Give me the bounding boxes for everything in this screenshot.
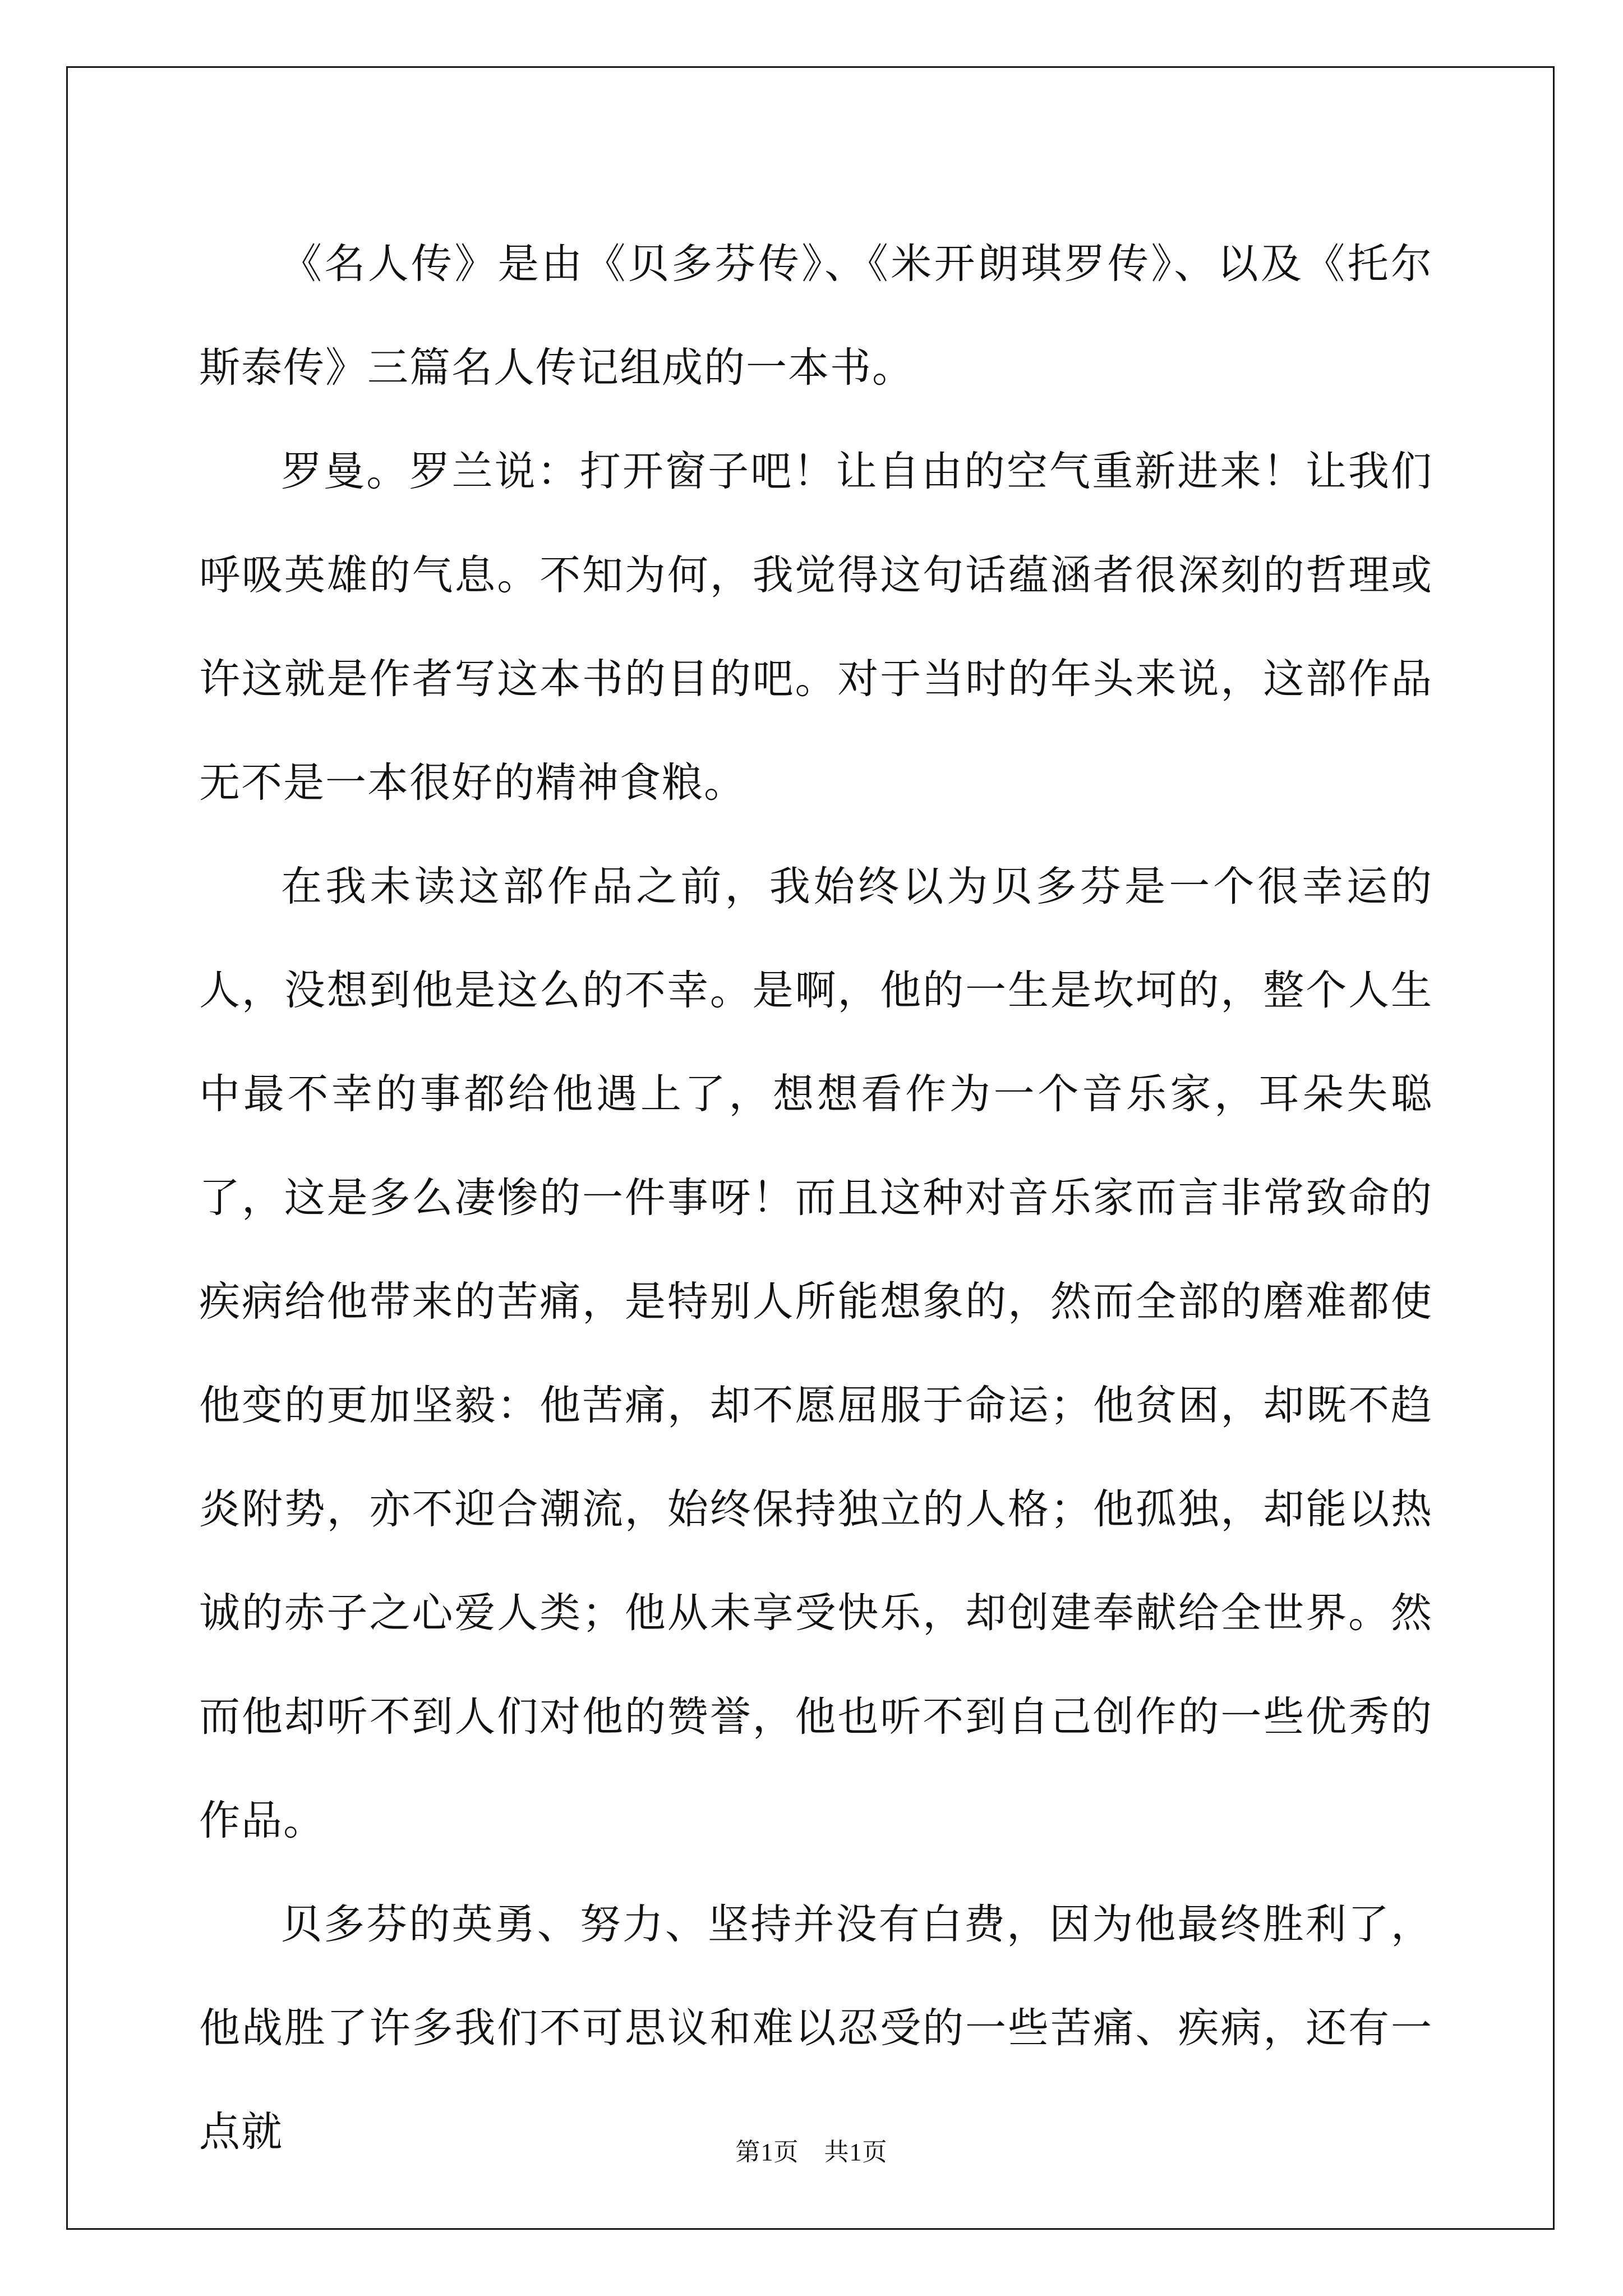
paragraph-3: 在我未读这部作品之前，我始终以为贝多芬是一个很幸运的人，没想到他是这么的不幸。是啊，他的一生是坎坷的，整个人生中最不幸的事都给他遇上了，想想看作为一个音乐家，耳朵失聪了，这是多么凄惨的一件事呀！而且这种对音乐家而言非常致命的疾病给他带来的苦痛，是特别人所能想象的，然而全部的磨难都使他变的更加坚毅：他苦痛，却不愿屈服于命运；他贫困，却既不趋炎附势，亦不迎合潮流，始终保持独立的人格；他孤独，却能以热诚的赤子之心爱人类；他从未享受快乐，却创建奉献给全世界。然而他却听不到人们对他的赞誉，他也听不到自己创作的一些优秀的作品。: [199, 863, 1433, 1844]
document-body: [199, 212, 1433, 2184]
page-footer: 第1页 共1页: [735, 2138, 888, 2166]
paragraph-4: 贝多芬的英勇、努力、坚持并没有白费，因为他最终胜利了，他战胜了许多我们不可思议和难以忍受的一些苦痛、疾病，还有一点就: [199, 1901, 1433, 2156]
paragraph-1: 《名人传》是由《贝多芬传》、《米开朗琪罗传》、以及《托尔斯泰传》三篇名人传记组成的一本书。: [199, 240, 1433, 392]
paragraph-2: 罗曼。罗兰说：打开窗子吧！让自由的空气重新进来！让我们呼吸英雄的气息。不知为何，我觉得这句话蕴涵者很深刻的哲理或许这就是作者写这本书的目的吧。对于当时的年头来说，这部作品无不是一本很好的精神食粮。: [199, 448, 1433, 807]
